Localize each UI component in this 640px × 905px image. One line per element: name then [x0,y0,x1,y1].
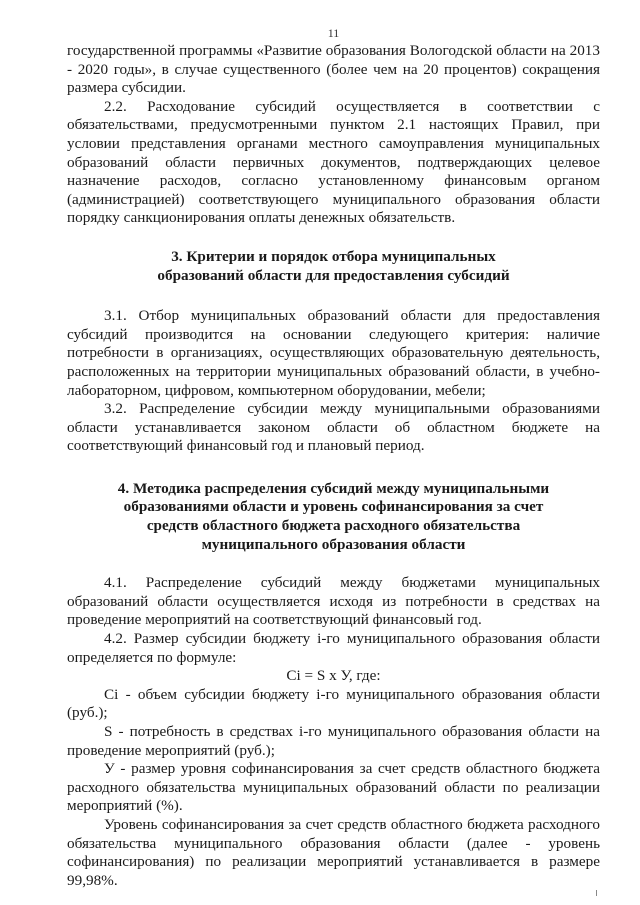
paragraph-cofinancing-level: Уровень софинансирования за счет средств областного бюджета расходного обязательства муниципального образования области (далее - уровень софинансирования) по реализации мероприятий устанавливается в размере 99,98%. [67,815,600,889]
section-4-heading-line: средств областного бюджета расходного обязательства [146,517,521,535]
paragraph-4-1: 4.1. Распределение субсидий между бюджетами муниципальных образований области осуществляется исходя из потребности в средствах на проведение мероприятий на соответствующий финансовый год. [67,574,600,629]
definition-ci: Ci - объем субсидии бюджету i-го муниципального образования области (руб.); [67,685,600,722]
section-3-heading-line: образований области для предоставления субсидий [157,266,510,284]
formula: Ci = S x У, где: [286,667,381,685]
paragraph-2-2: 2.2. Расходование субсидий осуществляется в соответствии с обязательствами, предусмотренными пунктом 2.1 настоящих Правил, при условии представления органами местного самоуправления муниципальных образований области первичных документов, подтверждающих целевое назначение расходов, согласно установленному финансовым органом (администрацией) соответствующего муниципального образования области порядку санкционирования оплаты денежных обязательств. [67,97,600,227]
section-4-heading [67,480,600,554]
section-3-heading [67,248,600,285]
document-body [67,42,600,890]
paragraph-4-2: 4.2. Размер субсидии бюджету i-го муниципального образования области определяется по формуле: [67,630,600,666]
page-number: 11 [327,26,340,40]
paragraph-continuation: государственной программы «Развитие образования Вологодской области на 2013 - 2020 годы», в случае существенного (более чем на 20 процентов) сокращения размера субсидии. [67,42,600,97]
section-4-heading-line: образованиями области и уровень софинансирования за счет [123,498,544,516]
section-4-heading-line: 4. Методика распределения субсидий между муниципальными [117,479,550,497]
section-4-heading-line: муниципального образования области [201,535,466,553]
section-3-heading-line: 3. Критерии и порядок отбора муниципальных [171,247,496,265]
scan-artifact [596,890,597,896]
definition-s: S - потребность в средствах i-го муниципального образования области на проведение мероприятий (руб.); [67,723,600,759]
definition-u: У - размер уровня софинансирования за счет средств областного бюджета расходного обязательства муниципальных образований области по реализации мероприятий (%). [67,760,600,815]
paragraph-3-1: 3.1. Отбор муниципальных образований области для предоставления субсидий производится на основании следующего критерия: наличие потребности в организациях, осуществляющих образовательную деятельность, расположенных на территории муниципальных образований области, в учебно-лабораторном, цифровом, компьютерном оборудовании, мебели; [67,307,600,399]
paragraph-3-2: 3.2. Распределение субсидии между муниципальными образованиями области устанавливается законом области об областном бюджете на соответствующий финансовый год и плановый период. [67,400,600,455]
